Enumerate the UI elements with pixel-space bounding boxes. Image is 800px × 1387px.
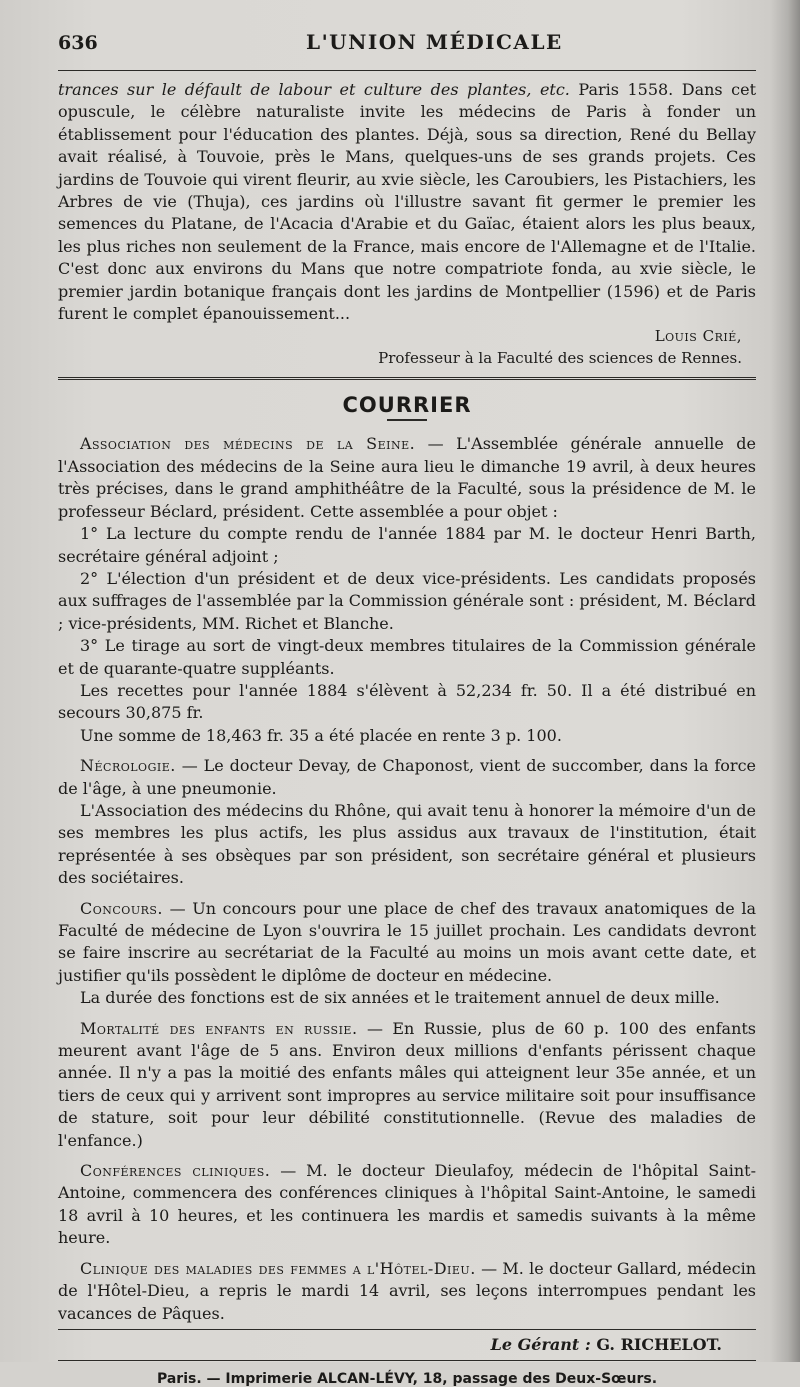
title-underline	[387, 419, 427, 421]
item-text: 2° L'élection d'un président et de deux vice-présidents. Les candidats proposés aux suffrages de l'assemblée par la Commission générale sont : président, M. Béclard ; vice-présidents, MM. Richet et Blanche.	[58, 568, 756, 633]
footer-rule	[58, 1329, 756, 1330]
imprint: Paris. — Imprimerie ALCAN-LÉVY, 18, passage des Deux-Sœurs.	[156, 1370, 658, 1387]
intro-italic-lead: trances sur le défault de labour et culture des plantes, etc.	[58, 80, 570, 99]
courrier-items	[58, 433, 756, 1324]
item-text: Une somme de 18,463 fr. 35 a été placée en rente 3 p. 100.	[80, 725, 562, 745]
author-name: Louis Crié,	[654, 327, 742, 346]
courrier-paragraph	[58, 800, 756, 890]
item-gap	[58, 747, 756, 755]
item-heading: Nécrologie.	[80, 756, 176, 776]
item-heading: Concours.	[80, 898, 163, 918]
item-text: — Un concours pour une place de chef des travaux anatomiques de la Faculté de médecine de Lyon s'ouvrira le 15 juillet prochain. Les candidats devront se faire inscrire au secrétariat de la Faculté au moins un mois avant cette date, et justifier qu'ils possèdent le diplôme de docteur en médecine.	[58, 898, 756, 985]
courrier-paragraph	[58, 755, 756, 800]
courrier-paragraph	[58, 1160, 756, 1250]
item-text: La durée des fonctions est de six années et le traitement annuel de deux mille.	[80, 988, 720, 1008]
journal-title: L'UNION MÉDICALE	[306, 30, 563, 54]
gerant-line	[58, 1334, 722, 1356]
courrier-paragraph	[58, 523, 756, 568]
item-text: Les recettes pour l'année 1884 s'élèvent à 52,234 fr. 50. Il a été distribué en secours 30,875 fr.	[58, 680, 756, 723]
header-rule	[58, 70, 756, 71]
intro-text: Paris 1558. Dans cet opuscule, le célèbre naturaliste invite les médecins de Paris à fonder un établissement pour l'éducation des plantes. Déjà, sous sa direction, René du Bellay avait réalisé, à Touvoie, près le Mans, quelques-uns de ses grands projets. Ces jardins de Touvoie qui virent fleurir, au xvie siècle, les Caroubiers, les Pistachiers, les Arbres de vie (Thuja), ces jardins où l'illustre savant fit germer le premier les semences du Platane, de l'Acacia d'Arabie et du Gaïac, étaient alors les plus beaux, les plus riches non seulement de la France, mais encore de l'Allemagne et de l'Italie. C'est donc aux environs du Mans que notre compatriote fonda, au xvie siècle, le premier jardin botanique français dont les jardins de Montpellier (1596) et de Paris furent le complet épanouissement...	[58, 80, 757, 324]
imprint-rule	[58, 1360, 756, 1361]
courrier-paragraph	[58, 568, 756, 635]
gerant-label: Le Gérant :	[490, 1334, 591, 1354]
courrier-paragraph	[58, 725, 756, 747]
item-heading: Conférences cliniques.	[80, 1161, 271, 1181]
item-text: — M. le docteur Gallard, médecin de l'Hôtel-Dieu, a repris le mardi 14 avril, ses leçons interrompues pendant les vacances de Pâques.	[58, 1258, 756, 1323]
section-title-courrier: COURRIER	[342, 393, 472, 418]
item-gap	[58, 1250, 756, 1258]
item-heading: Association des médecins de la Seine.	[80, 434, 416, 454]
item-heading: Clinique des maladies des femmes a l'Hôtel-Dieu.	[80, 1258, 476, 1278]
running-head	[58, 30, 756, 66]
item-text: — Le docteur Devay, de Chaponost, vient de succomber, dans la force de l'âge, à une pneumonie.	[58, 756, 756, 798]
item-text: 1° La lecture du compte rendu de l'année 1884 par M. le docteur Henri Barth, secrétaire général adjoint ;	[58, 524, 756, 566]
item-heading: Mortalité des enfants en russie.	[80, 1018, 358, 1038]
courrier-paragraph	[58, 635, 756, 680]
gerant-name: G. RICHELOT.	[596, 1334, 722, 1354]
courrier-paragraph	[58, 1018, 756, 1152]
author-title: Professeur à la Faculté des sciences de Rennes.	[378, 349, 742, 368]
item-gap	[58, 1152, 756, 1160]
page-number: 636	[58, 32, 98, 54]
courrier-paragraph	[58, 898, 756, 988]
courrier-paragraph	[58, 433, 756, 523]
intro-paragraph	[58, 79, 756, 325]
section-divider	[58, 377, 756, 383]
item-text: 3° Le tirage au sort de vingt-deux membres titulaires de la Commission générale et de quarante-quatre suppléants.	[58, 636, 756, 678]
item-gap	[58, 890, 756, 898]
courrier-paragraph	[58, 1258, 756, 1325]
item-text: — M. le docteur Dieulafoy, médecin de l'hôpital Saint-Antoine, commencera des conférences cliniques à l'hôpital Saint-Antoine, le samedi 18 avril à 10 heures, et les continuera les mardis et samedis suivants à la même heure.	[58, 1161, 757, 1248]
courrier-paragraph	[58, 680, 756, 725]
courrier-paragraph	[58, 987, 756, 1009]
item-gap	[58, 1010, 756, 1018]
item-text: — En Russie, plus de 60 p. 100 des enfants meurent avant l'âge de 5 ans. Environ deux millions d'enfants périssent chaque année. Il n'y a pas la moitié des enfants mâles qui atteignent leur 35e année, et un tiers de ceux qui y arrivent sont impropres au service militaire soit pour insuffisance de stature, soit pour leur débilité constitutionnelle. (Revue des maladies de l'enfance.)	[58, 1018, 757, 1150]
item-text: L'Association des médecins du Rhône, qui avait tenu à honorer la mémoire d'un de ses membres les plus actifs, les plus assidus aux travaux de l'institution, était représentée à ses obsèques par son président, son secrétaire général et plusieurs des sociétaires.	[58, 800, 756, 888]
item-text: — L'Assemblée générale annuelle de l'Association des médecins de la Seine aura lieu le dimanche 19 avril, à deux heures très précises, dans le grand amphithéâtre de la Faculté, sous la présidence de M. le professeur Béclard, président. Cette assemblée a pour objet :	[58, 434, 756, 521]
